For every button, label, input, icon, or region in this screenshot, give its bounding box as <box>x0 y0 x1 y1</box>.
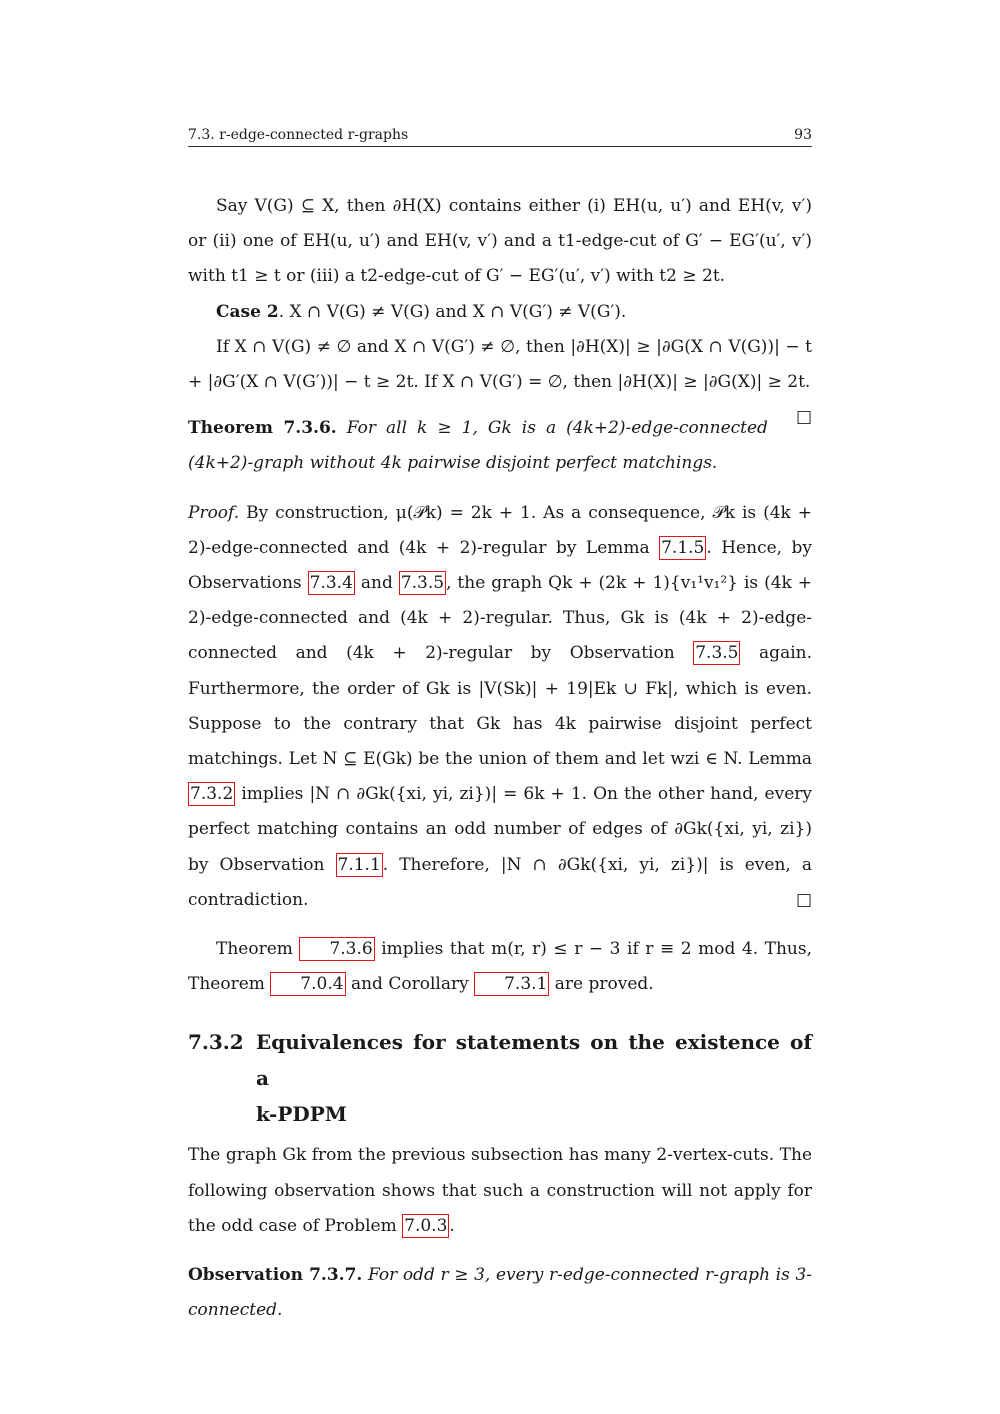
ref-theorem-7-0-4[interactable]: 7.0.4 <box>270 972 345 996</box>
running-header-section: 7.3. r-edge-connected r-graphs <box>188 127 409 143</box>
ref-corollary-7-3-1[interactable]: 7.3.1 <box>474 972 549 996</box>
ref-observation-7-1-1[interactable]: 7.1.1 <box>337 854 381 875</box>
proof-block <box>188 496 812 918</box>
section-title-line-2: k-PDPM <box>256 1102 347 1127</box>
running-header <box>188 126 812 147</box>
theorem-statement: For all k ≥ 1, Gk is a (4k+2)-edge-connected (4k+2)-graph without 4k pairwise disjoint perfect matchings. <box>188 418 768 474</box>
theorem-7-3-6 <box>188 411 812 481</box>
section-title <box>256 1024 812 1132</box>
ref-observation-7-3-5[interactable]: 7.3.5 <box>400 573 445 594</box>
ref-problem-7-0-3[interactable]: 7.0.3 <box>404 1215 448 1236</box>
case2-text: . X ∩ V(G) ≠ V(G) and X ∩ V(G′) ≠ V(G′). <box>278 301 627 322</box>
section-title-line-1: Equivalences for statements on the existence of a <box>256 1030 812 1091</box>
consequence-text: and Corollary <box>350 974 469 995</box>
consequence-text: Theorem <box>216 939 293 960</box>
page-body <box>188 126 812 1328</box>
observation-7-3-7 <box>188 1258 812 1328</box>
proof-label: Proof. <box>188 502 240 523</box>
section-number: 7.3.2 <box>188 1030 244 1055</box>
intro-text: The graph Gk from the previous subsection has many 2-vertex-cuts. The following observation shows that such a construction will not apply for the odd case of Problem <box>188 1145 812 1236</box>
ref-theorem-7-3-6[interactable]: 7.3.6 <box>299 937 374 961</box>
consequence-text: are proved. <box>554 974 654 995</box>
case2-body-text: If X ∩ V(G) ≠ ∅ and X ∩ V(G′) ≠ ∅, then |∂H(X)| ≥ |∂G(X ∩ V(G))| − t + |∂G′(X ∩ V(G′))| − t ≥ 2t. If X ∩ V(G′) = ∅, then |∂H(X)| ≥ |∂G(X)| ≥ 2t. <box>188 336 812 393</box>
paragraph-case1-continued: Say V(G) ⊆ X, then ∂H(X) contains either (i) EH(u, u′) and EH(v, v′) or (ii) one of EH(u, u′) and EH(v, v′) and a t1-edge-cut of G′ − EG′(u′, v′) with t1 ≥ t or (iii) a t2-edge-cut of G′ − EG′(u′, v′) with t2 ≥ 2t. <box>188 196 812 287</box>
proof-text: . Hence, by Observations <box>188 537 812 594</box>
ref-observation-7-3-5-again[interactable]: 7.3.5 <box>695 643 739 664</box>
observation-statement: For odd r ≥ 3, every r-edge-connected r-graph is 3-connected. <box>188 1265 812 1321</box>
paragraph-case2-body <box>188 330 812 428</box>
qed-symbol: □ <box>795 407 812 428</box>
proof-text: and <box>360 573 393 594</box>
section-heading-7-3-2 <box>188 1024 812 1132</box>
paragraph-case2 <box>188 295 812 330</box>
proof-text: . Therefore, |N ∩ ∂Gk({xi, yi, zi})| is even, a contradiction. <box>188 854 812 910</box>
ref-observation-7-3-4[interactable]: 7.3.4 <box>309 573 353 594</box>
paragraph-consequence <box>188 932 812 1002</box>
intro-text: . <box>449 1215 455 1236</box>
proof-text: again. Furthermore, the order of Gk is |V(Sk)| + 19|Ek ∪ Fk|, which is even. Suppose to the contrary that Gk has 4k pairwise disjoint perfect matchings. Let N ⊆ E(Gk) be the union of them and let wzi ∈ N. Lemma <box>188 643 812 770</box>
ref-lemma-7-3-2[interactable]: 7.3.2 <box>190 784 234 805</box>
ref-lemma-7-1-5[interactable]: 7.1.5 <box>661 537 705 558</box>
proof-text: By construction, μ(𝒫k) = 2k + 1. As a consequence, 𝒫k is (4k + 2)-edge-connected and (4k + 2)-regular by Lemma <box>188 502 813 558</box>
consequence-text: implies that m(r, r) ≤ r − 3 if r ≡ 2 mod 4. Thus, Theorem <box>188 939 813 995</box>
proof-text: implies |N ∩ ∂Gk({xi, yi, zi})| = 6k + 1. On the other hand, every perfect matching contains an odd number of edges of ∂Gk({xi, yi, zi}) by Observation <box>188 784 812 875</box>
paragraph-subsection-intro <box>188 1138 812 1244</box>
proof-text: , the graph Qk + (2k + 1){v₁¹v₁²} is (4k + 2)-edge-connected and (4k + 2)-regular. Thus, Gk is (4k + 2)-edge-connected and (4k + 2)-regular by Observation <box>188 573 813 664</box>
qed-symbol: □ <box>795 889 812 910</box>
theorem-label: Theorem 7.3.6. <box>188 418 337 439</box>
case2-label: Case 2 <box>216 301 279 322</box>
observation-label: Observation 7.3.7. <box>188 1265 363 1286</box>
page-number: 93 <box>794 127 812 143</box>
